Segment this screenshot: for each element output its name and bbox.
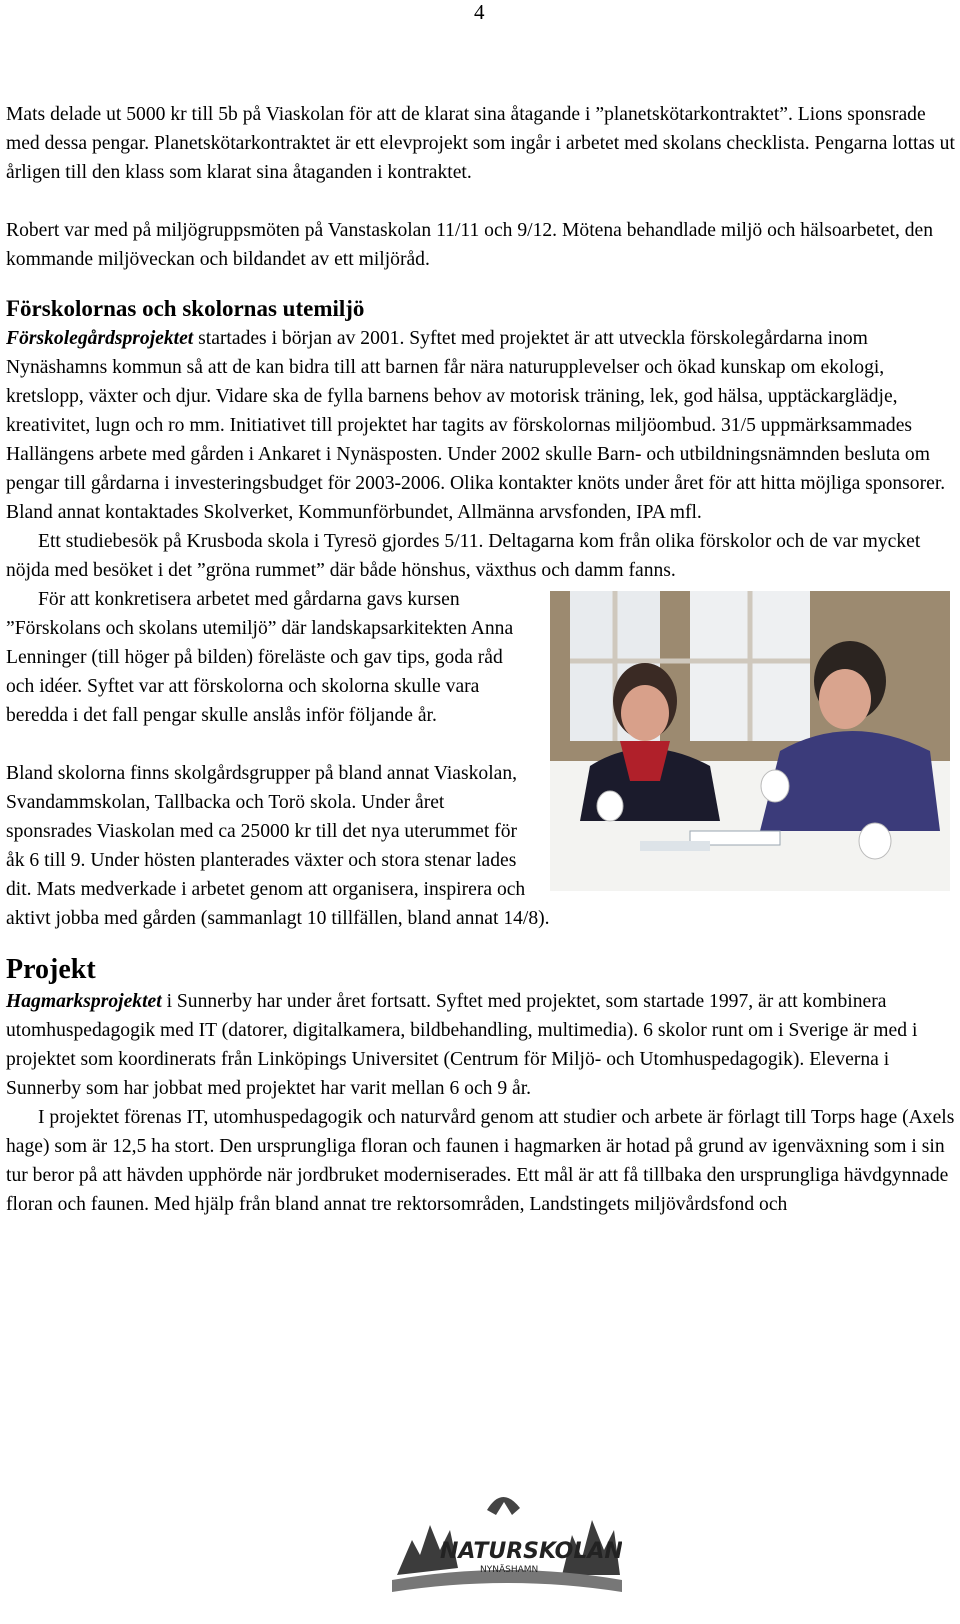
logo-subtitle: NYNÄSHAMN: [480, 1565, 539, 1575]
term-hagmarksprojektet: Hagmarksprojektet: [6, 991, 162, 1012]
paragraph-planetskotar: Mats delade ut 5000 kr till 5b på Viaskolan för att de klarat sina åtagande i ”planetskötarkontraktet”. Lions sponsrade med dessa pengar. Planetskötarkontraktet är ett elevprojekt som ingår i arbetet med skolans checklista. Pengarna lottas ut årligen till den klass som klarat sina åtaganden i kontraktet.: [6, 104, 955, 183]
paragraph-studiebesok: Ett studiebesök på Krusboda skola i Tyresö gjordes 5/11. Deltagarna kom från olika förskolor och de var mycket nöjda med besöket i det ”gröna rummet” där både hönshus, växthus och damm fanns.: [6, 531, 921, 581]
paragraph-skolgardsgrupper: Bland skolorna finns skolgårdsgrupper på bland annat Viaskolan, Svandammskolan, Tallbacka och Torö skola. Under året sponsrades Viaskolan med ca 25000 kr till det nya uterummet för åk 6 till 9. Under hösten planterades växter och stora stenar lades dit. Mats medverkade i arbetet genom att organisera, inspirera och aktivt jobba med gården (sammanlagt 10 tillfällen, bland annat 14/8).: [6, 763, 550, 929]
term-forskolegardsprojektet: Förskolegårdsprojektet: [6, 328, 194, 349]
naturskolan-logo: [392, 1480, 622, 1600]
paragraph-kurs: För att konkretisera arbetet med gårdarna gavs kursen ”Förskolans och skolans utemiljö” där landskapsarkitekten Anna Lenninger (till höger på bilden) föreläste och gav tips, goda råd och idéer. Syftet var att förskolorna och skolorna skulle vara beredda i det fall pengar skulle anslås inför följande år.: [6, 589, 514, 726]
logo-title: NATURSKOLAN: [440, 1539, 622, 1564]
course-photo-illustration: [550, 591, 950, 891]
naturskolan-logo-graphic: [392, 1480, 622, 1600]
page-number: 4: [474, 0, 485, 24]
paragraph-miljogrupp: Robert var med på miljögruppsmöten på Vanstaskolan 11/11 och 9/12. Mötena behandlade miljö och hälsoarbetet, den kommande miljöveckan och bildandet av ett miljöråd.: [6, 220, 934, 270]
document-body: [6, 100, 956, 1219]
heading-utemiljo: Förskolornas och skolornas utemiljö: [6, 296, 365, 321]
paragraph-forskolegard-text: startades i början av 2001. Syftet med projektet är att utveckla förskolegårdarna inom Nynäshamns kommun så att de kan bidra till att barnen får nära naturupplevelser och ökad kunskap om ekologi, kretslopp, växter och djur. Vidare ska de fylla barnens behov av motorisk träning, lek, god hälsa, upptäckarglädje, kreativitet, lugn och ro mm. Initiativet till projektet har tagits av förskolornas miljöombud. 31/5 uppmärksammades Hallängens arbete med gården i Ankaret i Nynäsposten. Under 2002 skulle Barn- och utbildningsnämnden besluta om pengar till gårdarna i investeringsbudget för 2003-2006. Olika kontakter knöts under året för att hitta möjliga sponsorer. Bland annat kontaktades Skolverket, Kommunförbundet, Allmänna arvsfonden, IPA mfl.: [6, 328, 946, 523]
paragraph-hagmark-text: i Sunnerby har under året fortsatt. Syftet med projektet, som startade 1997, är att kombinera utomhuspedagogik med IT (datorer, digitalkamera, bildbehandling, multimedia). 6 skolor runt om i Sverige är med i projektet som koordinerats från Linköpings Universitet (Centrum för Miljö- och Utomhuspedagogik). Eleverna i Sunnerby som har jobbat med projektet har varit mellan 6 och 9 år.: [6, 991, 918, 1099]
paragraph-torps-hage: I projektet förenas IT, utomhuspedagogik och naturvård genom att studier och arbete är förlagt till Torps hage (Axels hage) som är 12,5 ha stort. Den ursprungliga floran och faunen i hagmarken är hotad på grund av igenväxning som i sin tur beror på att hävden upphörde när jordbruket moderniserades. Ett mål är att få tillbaka den ursprungliga hävdgynnade floran och faunen. Med hjälp från bland annat tre rektorsområden, Landstingets miljövårdsfond och: [6, 1107, 955, 1215]
heading-projekt: Projekt: [6, 954, 96, 985]
course-photo: [550, 591, 950, 891]
paragraph-hagmark: [6, 987, 956, 1103]
paragraph-forskolegard: [6, 324, 956, 527]
